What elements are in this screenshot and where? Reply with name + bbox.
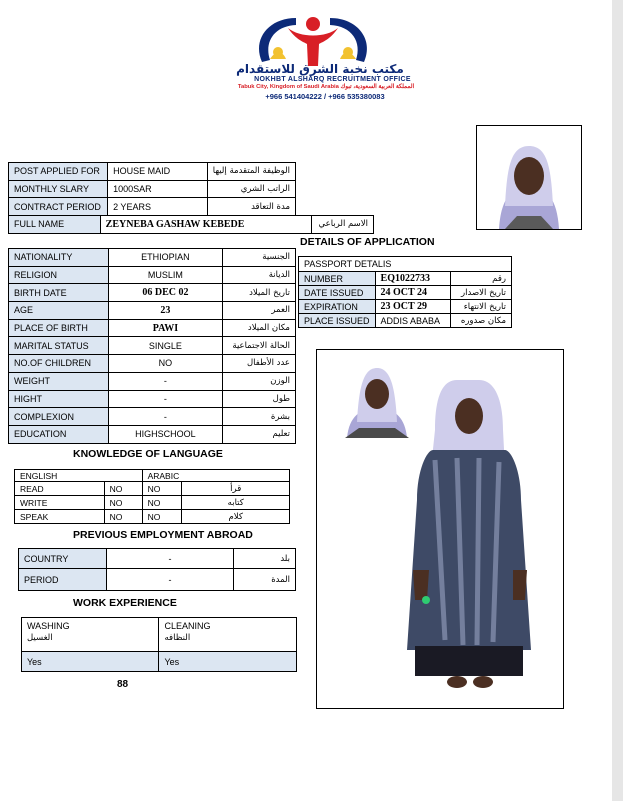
table-row <box>22 652 297 672</box>
work-table <box>21 617 297 672</box>
table-row <box>9 163 296 181</box>
table-row <box>19 549 296 569</box>
passport-value: 24 OCT 24 <box>375 286 450 300</box>
job-arabic-label: مدة التعاقد <box>207 198 295 216</box>
table-row <box>9 302 296 320</box>
passport-value: ADDIS ABABA <box>375 314 450 328</box>
language-col-arabic: ARABIC <box>142 470 289 482</box>
personal-value: ETHIOPIAN <box>108 249 222 267</box>
passport-arabic-label: تاريخ الانتهاء <box>450 300 511 314</box>
work-label: WASHING <box>27 621 70 631</box>
personal-arabic-label: الوزن <box>223 372 296 390</box>
language-arabic-label: كتابه <box>182 496 290 510</box>
personal-label: WEIGHT <box>9 372 109 390</box>
passport-arabic-label: رقم <box>450 272 511 286</box>
details-title: DETAILS OF APPLICATION <box>300 236 435 248</box>
table-row <box>15 470 290 482</box>
table-row <box>15 510 290 524</box>
employment-title: PREVIOUS EMPLOYMENT ABROAD <box>73 529 253 541</box>
company-english-name: NOKHBT ALSHARQ RECRUITMENT OFFICE <box>254 76 411 83</box>
language-arabic-value: NO <box>142 482 182 496</box>
portrait-photo <box>476 125 582 230</box>
passport-value: EQ1022733 <box>375 272 450 286</box>
full-name-table <box>8 215 374 234</box>
work-label: CLEANING <box>164 621 211 631</box>
personal-value: 23 <box>108 302 222 320</box>
personal-arabic-label: الديانة <box>223 266 296 284</box>
table-row <box>9 355 296 373</box>
passport-label: PLACE ISSUED <box>299 314 376 328</box>
passport-label: EXPIRATION <box>299 300 376 314</box>
language-english-value: NO <box>104 496 142 510</box>
work-arabic-label: الغسيل <box>27 633 53 643</box>
language-label: READ <box>15 482 105 496</box>
table-row <box>15 496 290 510</box>
full-name-label: FULL NAME <box>9 216 101 234</box>
personal-value: HIGHSCHOOL <box>108 425 222 443</box>
employment-arabic-label: بلد <box>234 549 296 569</box>
personal-arabic-label: عدد الأطفال <box>223 355 296 373</box>
table-row <box>9 337 296 355</box>
work-item-cleaning <box>159 618 297 652</box>
language-label: SPEAK <box>15 510 105 524</box>
company-address: Tabuk City, Kingdom of Saudi Arabia المملكة العربية السعودية، تبوك <box>237 84 415 90</box>
table-row <box>299 272 512 286</box>
table-row <box>9 180 296 198</box>
company-phones: +966 541404222 / +966 535380083 <box>265 92 385 101</box>
job-label: MONTHLY SLARY <box>9 180 108 198</box>
personal-value: PAWI <box>108 319 222 337</box>
work-value: Yes <box>159 652 297 672</box>
personal-arabic-label: الحالة الاجتماعية <box>223 337 296 355</box>
passport-arabic-label: مكان صدوره <box>450 314 511 328</box>
personal-value: MUSLIM <box>108 266 222 284</box>
company-arabic-name: مكتب نخبة الشرق للاستقدام <box>236 62 404 76</box>
personal-value: - <box>108 372 222 390</box>
table-row <box>299 300 512 314</box>
personal-arabic-label: بشرة <box>223 408 296 426</box>
job-value: 1000SAR <box>108 180 208 198</box>
language-arabic-label: قرأ <box>182 482 290 496</box>
employment-value: - <box>106 549 233 569</box>
table-row <box>9 216 374 234</box>
personal-table <box>8 248 296 444</box>
job-value: 2 YEARS <box>108 198 208 216</box>
language-english-value: NO <box>104 510 142 524</box>
portrait-figure-icon <box>477 126 581 229</box>
job-arabic-label: الراتب الشري <box>207 180 295 198</box>
personal-arabic-label: العمر <box>223 302 296 320</box>
table-row <box>299 314 512 328</box>
page-number: 88 <box>117 679 129 690</box>
employment-value: - <box>106 569 233 591</box>
language-arabic-label: كلام <box>182 510 290 524</box>
table-row <box>299 257 512 272</box>
table-row <box>299 286 512 300</box>
personal-label: NATIONALITY <box>9 249 109 267</box>
table-row <box>9 425 296 443</box>
personal-arabic-label: طول <box>223 390 296 408</box>
work-title: WORK EXPERIENCE <box>73 597 177 609</box>
table-row <box>9 284 296 302</box>
full-name-value: ZEYNEBA GASHAW KEBEDE <box>100 216 311 234</box>
job-arabic-label: الوظيفة المتقدمة إليها <box>207 163 295 181</box>
table-row <box>9 266 296 284</box>
language-title: KNOWLEDGE OF LANGUAGE <box>73 448 223 460</box>
personal-label: COMPLEXION <box>9 408 109 426</box>
personal-label: NO.OF CHILDREN <box>9 355 109 373</box>
employment-label: PERIOD <box>19 569 107 591</box>
personal-label: AGE <box>9 302 109 320</box>
personal-value: 06 DEC 02 <box>108 284 222 302</box>
employment-table <box>18 548 296 591</box>
language-english-value: NO <box>104 482 142 496</box>
personal-arabic-label: تاريخ الميلاد <box>223 284 296 302</box>
table-row <box>9 390 296 408</box>
work-arabic-label: النظافه <box>164 633 191 643</box>
full-name-arabic-label: الاسم الرباعي <box>312 216 374 234</box>
personal-label: RELIGION <box>9 266 109 284</box>
personal-label: HIGHT <box>9 390 109 408</box>
personal-label: MARITAL STATUS <box>9 337 109 355</box>
personal-label: EDUCATION <box>9 425 109 443</box>
job-value: HOUSE MAID <box>108 163 208 181</box>
personal-value: - <box>108 408 222 426</box>
language-col-english: ENGLISH <box>15 470 143 482</box>
personal-value: SINGLE <box>108 337 222 355</box>
full-body-photo <box>316 349 564 709</box>
table-row <box>15 482 290 496</box>
table-row <box>9 319 296 337</box>
employment-arabic-label: المدة <box>234 569 296 591</box>
job-label: CONTRACT PERIOD <box>9 198 108 216</box>
passport-value: 23 OCT 29 <box>375 300 450 314</box>
language-arabic-value: NO <box>142 496 182 510</box>
employment-label: COUNTRY <box>19 549 107 569</box>
personal-arabic-label: تعليم <box>223 425 296 443</box>
personal-label: BIRTH DATE <box>9 284 109 302</box>
work-value: Yes <box>22 652 159 672</box>
full-body-figure-icon <box>317 350 563 708</box>
table-row <box>9 408 296 426</box>
personal-label: PLACE OF BIRTH <box>9 319 109 337</box>
personal-value: - <box>108 390 222 408</box>
job-table <box>8 162 296 216</box>
table-row <box>9 249 296 267</box>
language-table <box>14 469 290 524</box>
personal-arabic-label: الجنسية <box>223 249 296 267</box>
personal-arabic-label: مكان الميلاد <box>223 319 296 337</box>
work-item-washing <box>22 618 159 652</box>
table-row <box>19 569 296 591</box>
passport-label: NUMBER <box>299 272 376 286</box>
personal-value: NO <box>108 355 222 373</box>
language-label: WRITE <box>15 496 105 510</box>
table-row <box>9 372 296 390</box>
passport-table <box>298 256 512 328</box>
table-row <box>22 618 297 652</box>
inset-portrait <box>343 360 435 438</box>
passport-title: PASSPORT DETALIS <box>299 257 512 272</box>
passport-arabic-label: تاريخ الاصدار <box>450 286 511 300</box>
job-label: POST APPLIED FOR <box>9 163 108 181</box>
table-row <box>9 198 296 216</box>
language-arabic-value: NO <box>142 510 182 524</box>
passport-label: DATE ISSUED <box>299 286 376 300</box>
